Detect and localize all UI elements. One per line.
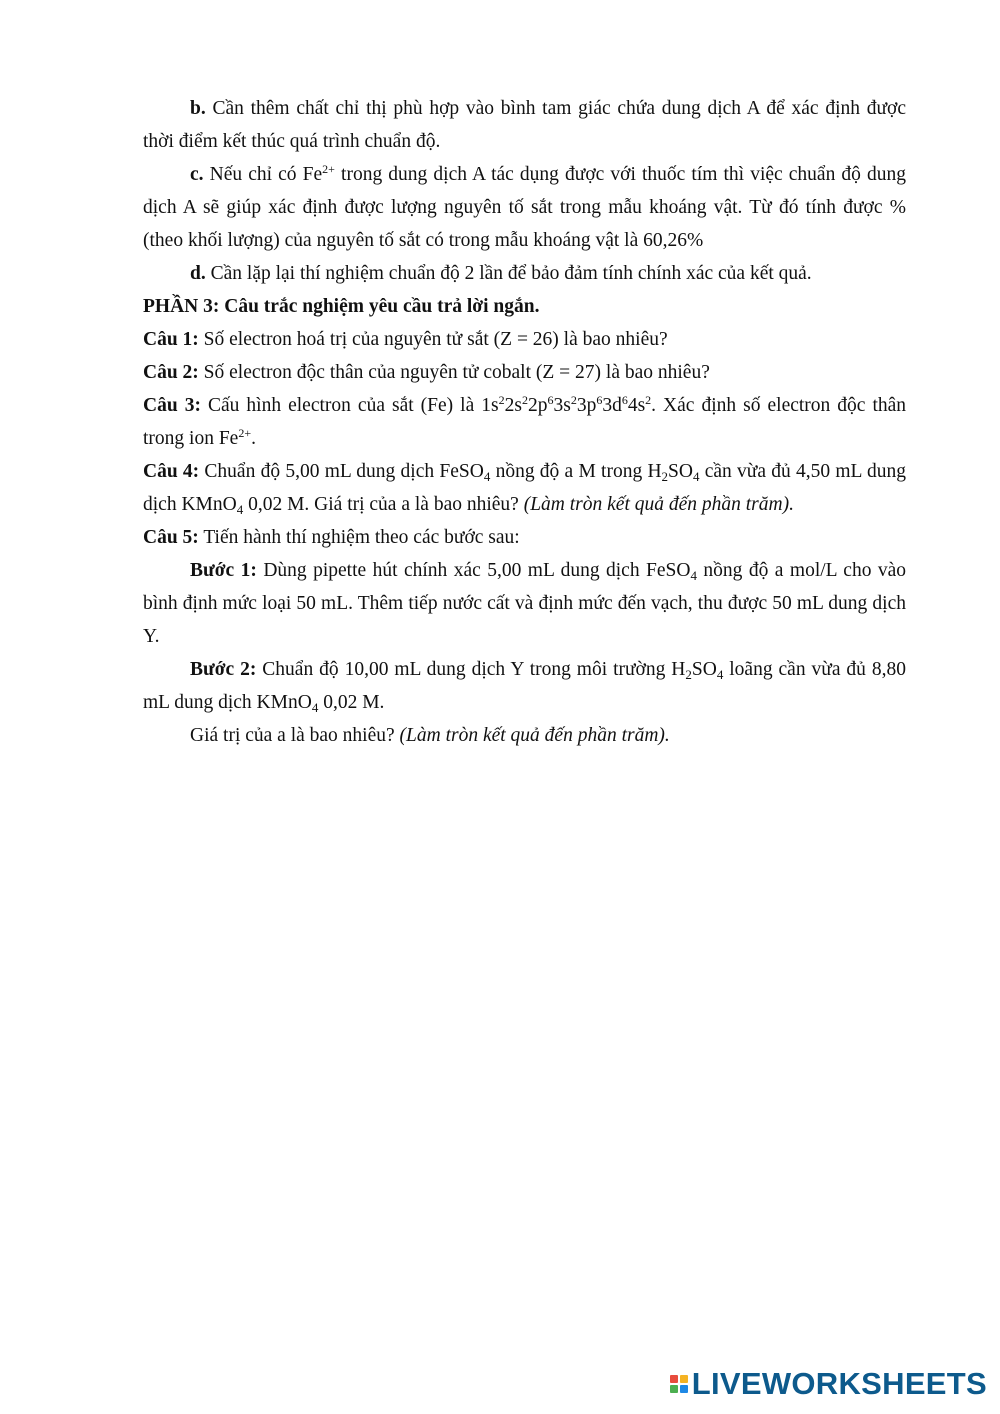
question-5-final-question: Giá trị của a là bao nhiêu? [190,725,395,746]
step-2-part3: loãng cần vừa đủ 8,80 mL dung dịch KMnO [143,659,906,713]
question-4-sub1: 4 [483,469,491,484]
orbital-3s-electrons: 2 [570,393,577,407]
liveworksheets-logo[interactable] [670,1364,987,1404]
question-3-after-config: . Xác định số electron độc thân trong ion Fe [143,395,907,449]
question-4-part4: cần vừa đủ 4,50 mL dung dịch KMnO [143,461,906,515]
question-4-part5: 0,02 M. Giá trị của a là bao nhiêu? [248,494,519,515]
item-c-text-after: trong dung dịch A tác dụng được với thuốc tím thì việc chuẩn độ dung dịch A sẽ giúp xác định được lượng nguyên tố sắt trong mẫu khoáng vật. Từ đó tính được % (theo khối lượng) của nguyên tố sắt có trong mẫu khoáng vật là 60,26% [143,164,907,251]
step-2-label: Bước 2: [190,659,257,680]
question-4-part3: SO [668,461,693,482]
question-4-sub2: 2 [661,469,669,484]
logo-square-1 [670,1375,678,1383]
orbital-3d: 3d [602,395,622,416]
electron-configuration [481,395,651,416]
question-1-text: Số electron hoá trị của nguyên tử sắt (Z = 26) là bao nhiêu? [203,329,668,350]
orbital-4s: 4s [627,395,646,416]
question-2 [143,356,906,389]
question-2-label: Câu 2: [143,362,199,383]
orbital-2p-electrons: 6 [547,393,554,407]
step-2-sub2: 4 [716,667,724,682]
step-2-sub3: 4 [311,700,319,715]
question-3-end: . [251,428,256,449]
logo-square-3 [670,1385,678,1393]
question-5-final-note: (Làm tròn kết quả đến phần trăm). [399,725,670,746]
question-3-intro: Cấu hình electron của sắt (Fe) là [207,395,475,416]
orbital-3p: 3p [576,395,597,416]
question-2-text: Số electron độc thân của nguyên tử cobalt (Z = 27) là bao nhiêu? [203,362,710,383]
item-c-text-before: Nếu chỉ có Fe [209,164,323,185]
step-2-part2: SO [691,659,717,680]
question-4 [143,455,906,521]
question-4-note: (Làm tròn kết quả đến phần trăm). [523,494,794,515]
question-1-label: Câu 1: [143,329,199,350]
item-c-label: c. [190,164,204,185]
logo-square-4 [680,1385,688,1393]
step-1-part1: Dùng pipette hút chính xác 5,00 mL dung dịch FeSO [263,560,691,581]
item-c-ion-charge: 2+ [322,162,335,176]
orbital-4s-electrons: 2 [645,393,652,407]
orbital-1s-electrons: 2 [498,393,505,407]
question-5-label: Câu 5: [143,527,199,548]
step-2-sub1: 2 [685,667,692,682]
question-4-label: Câu 4: [143,461,200,482]
section-title: PHẦN 3: Câu trắc nghiệm yêu cầu trả lời ngắn. [143,296,540,317]
orbital-3p-electrons: 6 [596,393,603,407]
question-3 [143,389,906,455]
item-b [143,92,906,158]
question-5-step-2 [143,653,906,719]
item-b-text: Cần thêm chất chỉ thị phù hợp vào bình tam giác chứa dung dịch A để xác định được thời điểm kết thúc quá trình chuẩn độ. [143,98,906,152]
orbital-2p: 2p [527,395,548,416]
step-1-part2: nồng độ a mol/L cho vào bình định mức loại 50 mL. Thêm tiếp nước cất và định mức đến vạch, thu được 50 mL dung dịch Y. [143,560,907,647]
orbital-3d-electrons: 6 [621,393,628,407]
step-2-part1: Chuẩn độ 10,00 mL dung dịch Y trong môi trường H [262,659,686,680]
question-5-step-1 [143,554,906,653]
liveworksheets-logo-icon [670,1375,688,1393]
step-1-sub1: 4 [690,568,697,583]
step-1-label: Bước 1: [190,560,257,581]
item-d-label: d. [190,263,206,284]
question-5 [143,521,906,554]
question-3-label: Câu 3: [143,395,201,416]
liveworksheets-brand: LIVEWORKSHEETS [691,1366,987,1401]
item-d-text: Cần lặp lại thí nghiệm chuẩn độ 2 lần để bảo đảm tính chính xác của kết quả. [210,263,812,284]
document-body [143,92,906,752]
question-4-part2: nồng độ a M trong H [495,461,662,482]
question-4-sub4: 4 [236,502,244,517]
question-3-ion-charge: 2+ [238,426,252,440]
question-1 [143,323,906,356]
question-5-text: Tiến hành thí nghiệm theo các bước sau: [203,527,520,548]
question-4-sub3: 4 [692,469,700,484]
item-d [143,257,906,290]
question-4-part1: Chuẩn độ 5,00 mL dung dịch FeSO [204,461,484,482]
orbital-3s: 3s [553,395,571,416]
item-c [143,158,906,257]
orbital-2s: 2s [504,395,522,416]
item-b-label: b. [190,98,206,119]
orbital-1s: 1s [481,395,499,416]
orbital-2s-electrons: 2 [521,393,528,407]
question-5-final [143,719,906,752]
logo-square-2 [680,1375,688,1383]
step-2-part4: 0,02 M. [323,692,385,713]
